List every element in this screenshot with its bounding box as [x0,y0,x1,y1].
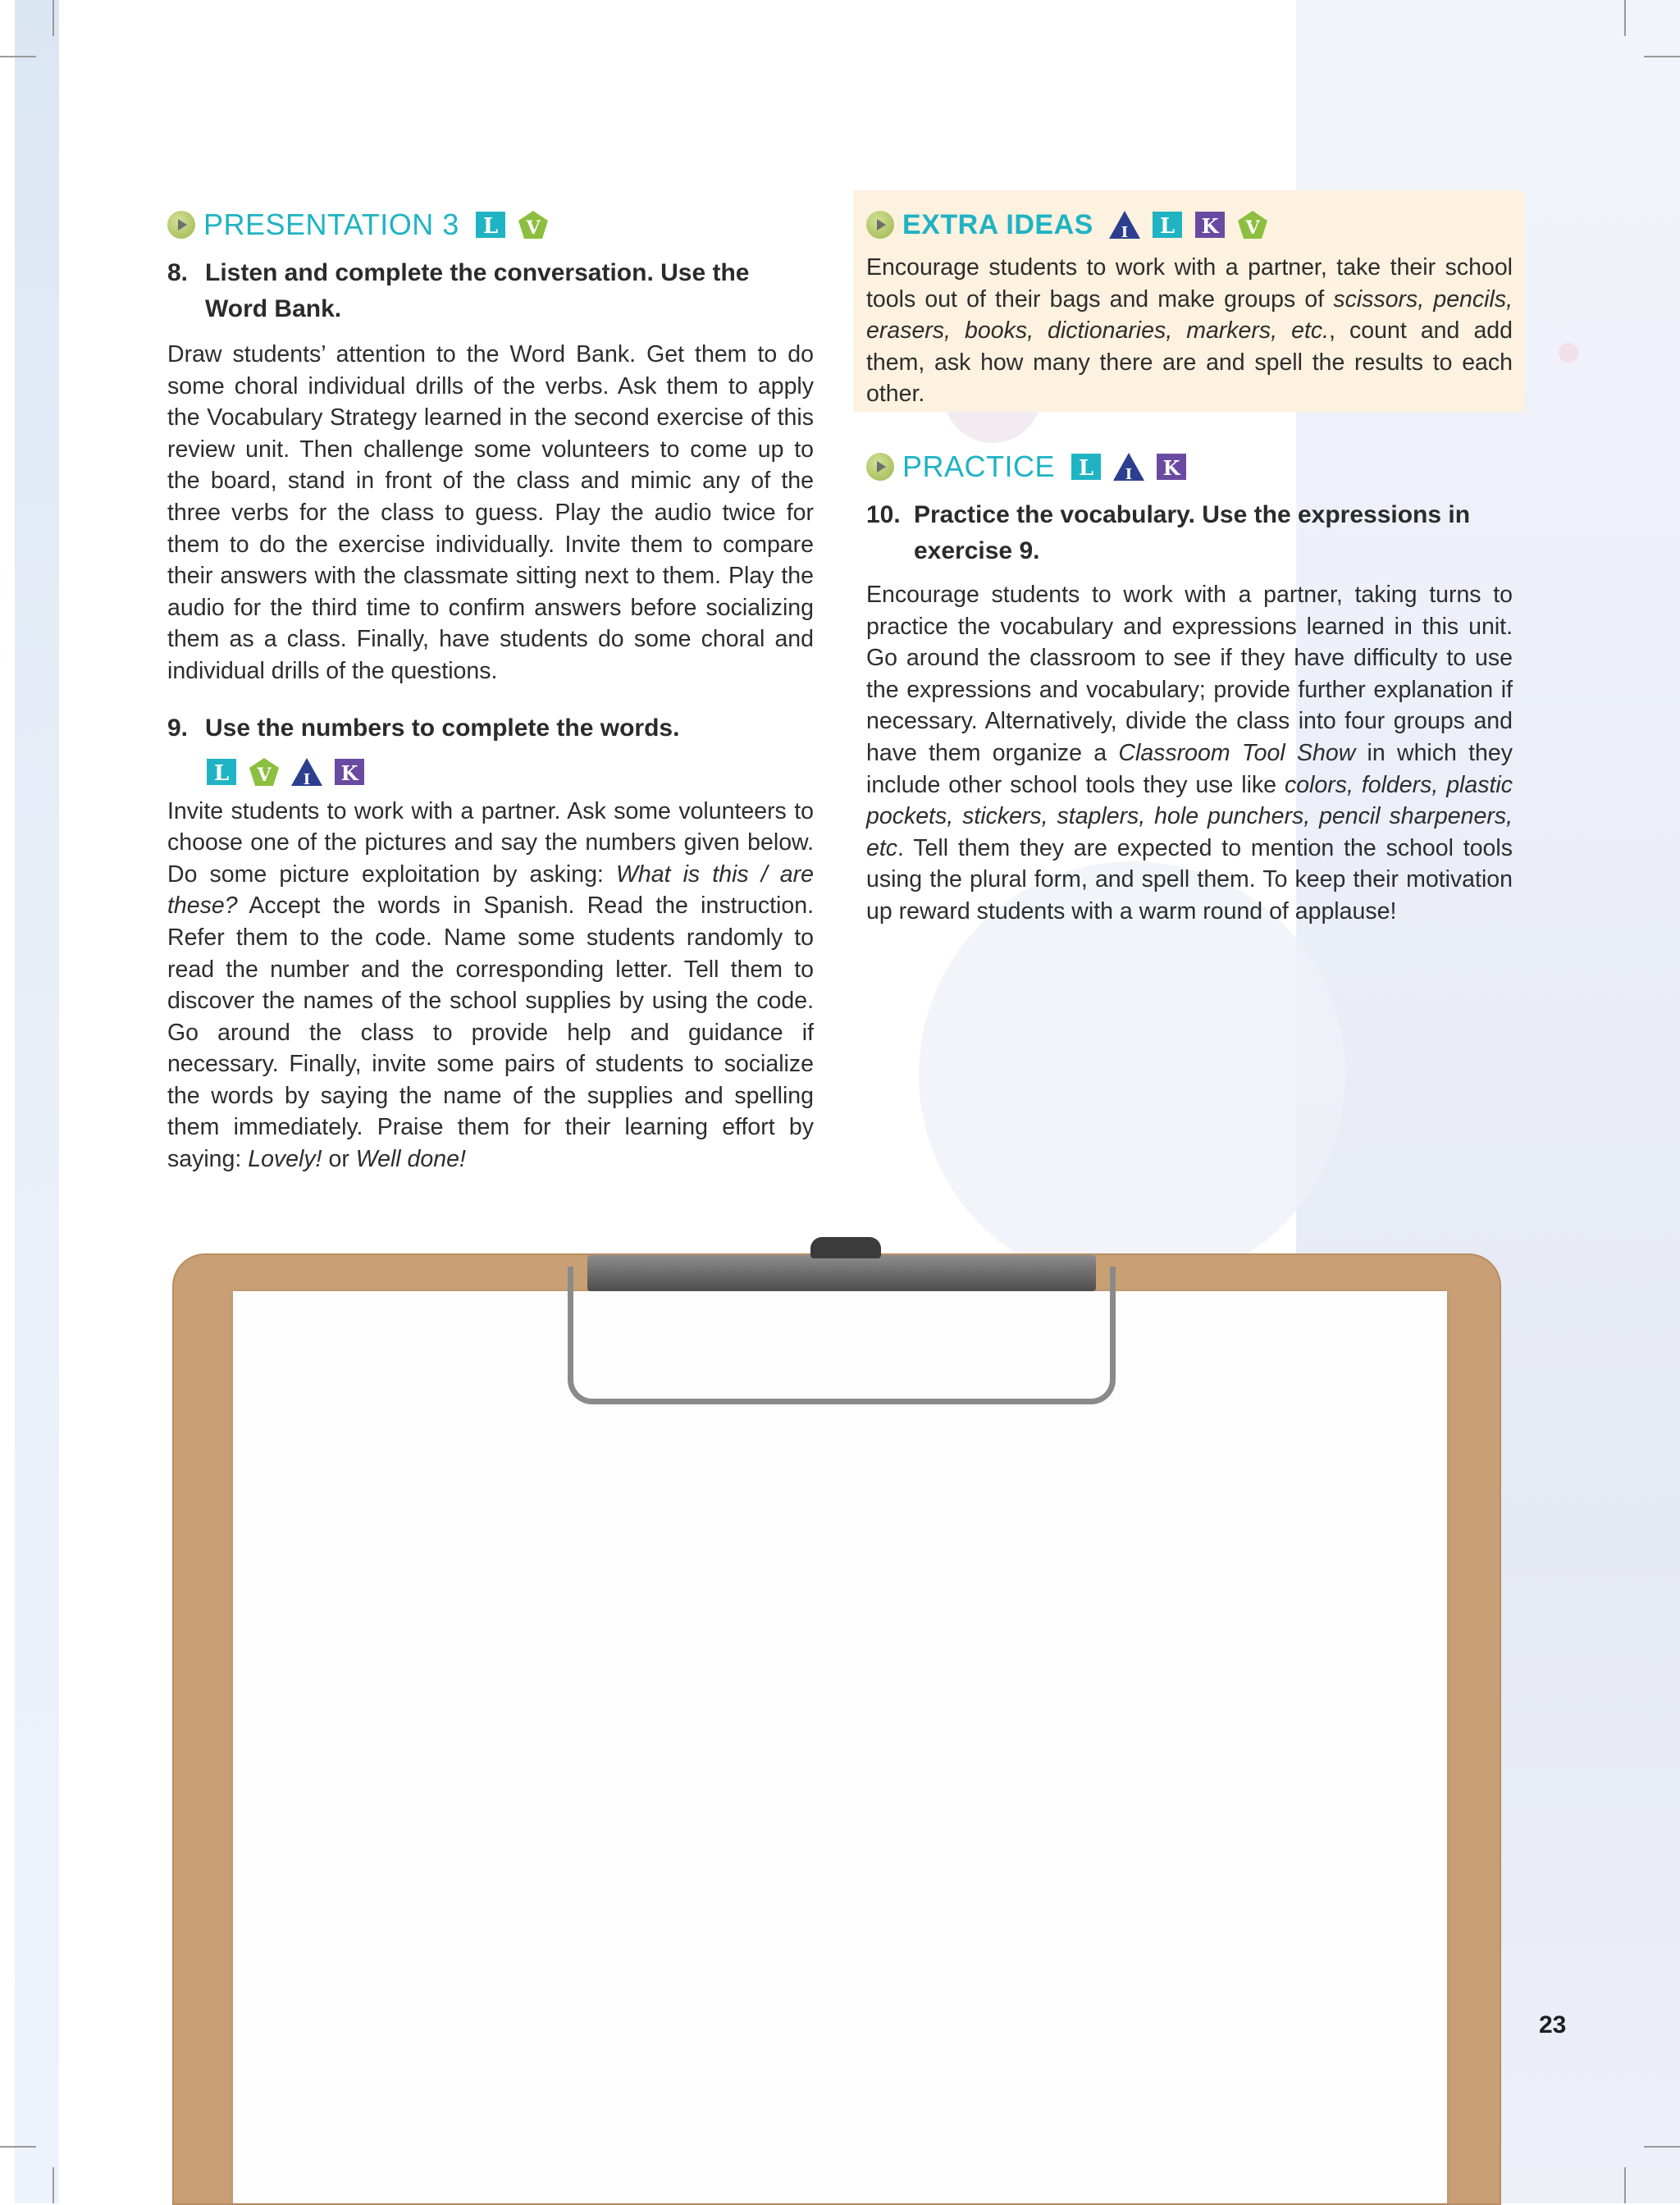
svg-text:L: L [213,760,230,786]
right-column [866,201,1513,928]
crop-mark [1624,0,1626,36]
crop-mark [1644,56,1680,57]
extra-ideas-body-italic: scissors, pencils, erasers, books, dictionaries, markers, etc. [866,285,1513,345]
skill-badge-k-icon [333,756,366,788]
left-column [167,201,814,1176]
crop-mark [52,0,54,36]
exercise-8-heading [167,255,814,327]
skill-badge-l-icon [205,756,238,788]
left-decorative-strip [15,0,59,2203]
exercise-10-number: 10. [866,500,901,528]
skill-badge-k-icon [1155,451,1188,482]
crop-mark [0,2146,36,2148]
clipboard-paper [233,1291,1447,2203]
exercise-10-body-text: in which they include other school tools they use like [866,739,1513,798]
extra-ideas-heading [866,201,1513,249]
exercise-9-body-italic: Lovely! [248,1146,322,1173]
svg-text:K: K [1162,455,1180,480]
exercise-8-title: Listen and complete the conversation. Use the Word Bank. [205,259,750,322]
svg-text:I: I [1125,465,1133,482]
exercise-9-body [167,796,814,1176]
exercise-9-body-italic: Well done! [355,1146,466,1173]
play-icon[interactable] [866,453,894,481]
exercise-9-body-text: Accept the words in Spanish. Read the instruction. Refer them to the code. Name some students randomly to read the number and the corresponding letter. Tell them to discover the names of the school supplies by using the code. Go around the class to provide help and guidance if necessary. Finally, invite some pairs of students to socialize the words by saying the name of the supplies and spelling them immediately. Praise them for their learning effort by saying: [167,892,814,1173]
clipboard-clip [587,1255,1096,1291]
svg-text:L: L [1159,214,1175,239]
clipboard-clip-knob [810,1237,881,1258]
svg-text:L: L [1078,455,1094,481]
skill-badge-i-icon [1108,209,1141,240]
crop-mark [0,56,36,57]
exercise-10-body-text: . Tell them they are expected to mention the school tools using the plural form, and spell them. To keep their motivation up reward students with a warm round of applause! [866,834,1513,924]
exercise-9-body-text: or [322,1146,356,1173]
extra-ideas-body-text: , count and add them, ask how many there are and spell the results to each other. [866,317,1513,408]
svg-text:V: V [257,764,272,786]
skill-badge-v-icon [1236,209,1269,240]
exercise-10-body-italic: colors, folders, plastic pockets, stickers, staplers, hole punchers, pencil sharpeners, etc [866,771,1513,861]
play-icon[interactable] [866,211,894,239]
skill-badge-v-icon [517,209,550,240]
skill-badge-i-icon [290,756,323,788]
exercise-9-body-text: Invite students to work with a partner. Ask some volunteers to choose one of the pictures and say the numbers given below. Do some picture exploitation by asking: [167,797,814,888]
exercise-8-body: Draw students’ attention to the Word Bank. Get them to do some choral individual drills of the verbs. Ask them to apply the Vocabulary Strategy learned in the second exercise of this review unit. Then challenge some volunteers to come up to the board, stand in front of the class and mimic any of the three verbs for the class to guess. Play the audio twice for them to do the exercise individually. Invite them to compare their answers with the classmate sitting next to them. Play the audio for the third time to confirm answers before socializing them as a class. Finally, have students do some choral and individual drills of the questions. [167,341,814,684]
exercise-9-badges [167,751,814,792]
extra-ideas-body-text: Encourage students to work with a partner, take their school tools out of their bags and make groups of [866,254,1513,313]
practice-heading [866,443,1513,491]
decorative-circle [1559,343,1578,363]
crop-mark [1644,2146,1680,2148]
exercise-10-heading [866,497,1513,569]
svg-text:V: V [1245,217,1260,239]
crop-mark [1624,2167,1626,2203]
svg-text:L: L [482,214,498,239]
svg-text:I: I [1121,224,1129,240]
exercise-9-body-italic: What is this / are these? [167,861,815,920]
skill-badge-l-icon [474,209,507,240]
svg-text:K: K [340,760,358,785]
skill-badge-i-icon [1112,451,1145,482]
exercise-10-body [866,579,1513,928]
page-number: 23 [1539,2011,1567,2038]
exercise-10-body-italic: Classroom Tool Show [1118,739,1356,766]
exercise-9-title: Use the numbers to complete the words. [205,714,680,742]
exercise-10-title: Practice the vocabulary. Use the expressions in exercise 9. [914,500,1471,564]
exercise-8-number: 8. [167,259,189,286]
crop-mark [52,2167,54,2203]
presentation-title: PRESENTATION 3 [203,208,459,241]
skill-badge-v-icon [248,756,281,788]
presentation-heading [167,201,814,249]
play-icon[interactable] [167,211,195,239]
exercise-9-heading [167,710,814,746]
practice-title: PRACTICE [902,449,1056,483]
skill-badge-k-icon [1194,209,1226,240]
svg-text:K: K [1201,214,1219,238]
extra-ideas-title: EXTRA IDEAS [902,208,1093,240]
svg-text:V: V [526,217,541,239]
skill-badge-l-icon [1151,209,1184,240]
skill-badge-l-icon [1070,451,1102,482]
exercise-9-number: 9. [167,714,189,742]
svg-text:I: I [303,770,311,788]
exercise-10-body-text: Encourage students to work with a partner, taking turns to practice the vocabulary and expressions learned in this unit. Go around the classroom to see if they have difficulty to use the expressions and vocabulary; provide further explanation if necessary. Alternatively, divide the class into four groups and have them organize a [866,581,1513,766]
extra-ideas-body [866,252,1513,410]
